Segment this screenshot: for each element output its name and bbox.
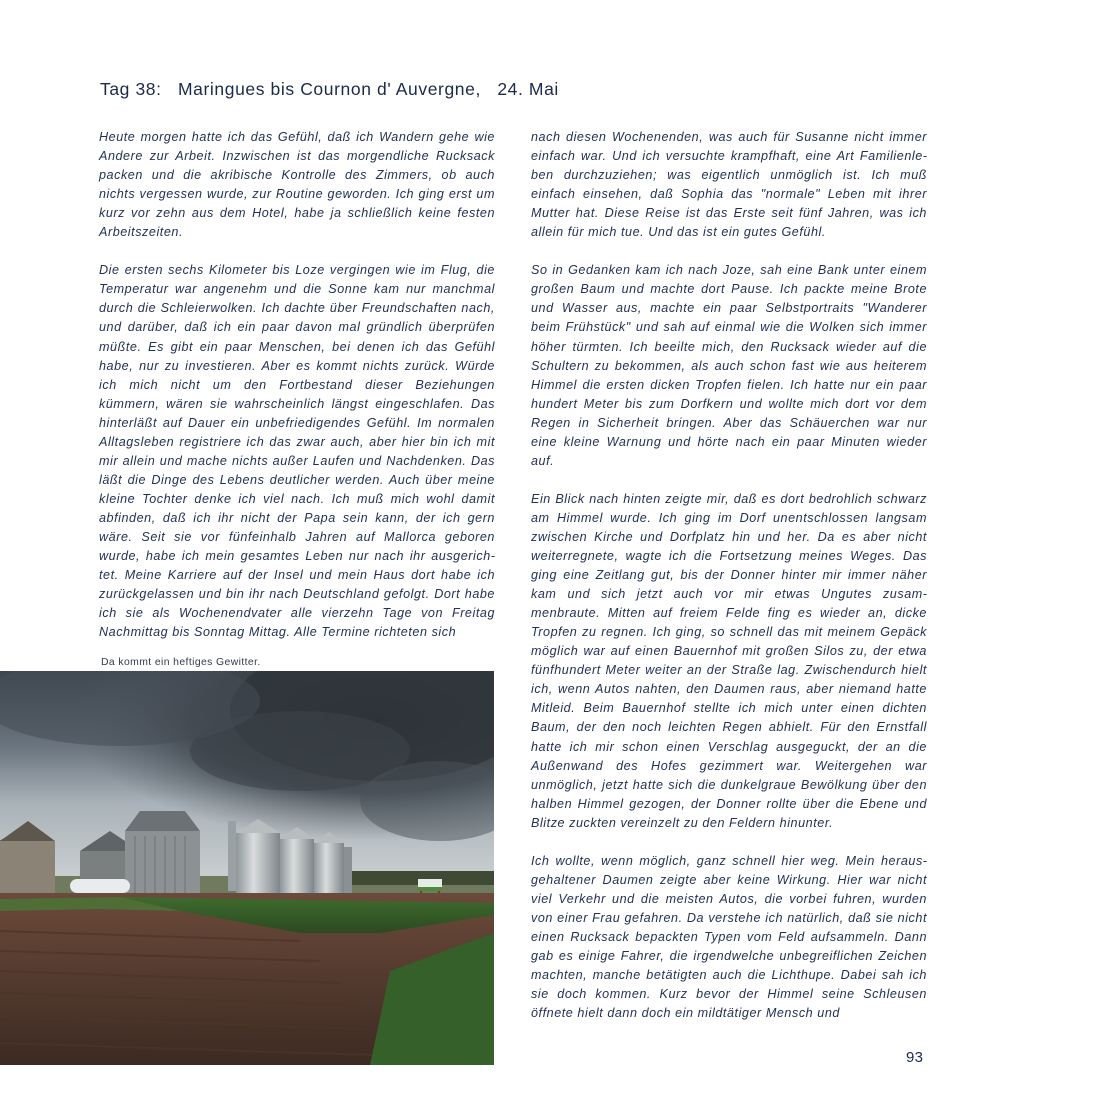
- paragraph: nach diesen Wochenenden, was auch für Susanne nicht immer einfach war. Und ich versuchte krampfhaft, eine Art Familienleben durchzuziehen; was eigentlich unmöglich ist. Ich muß einfach einsehen, daß Sophia das "normale" Leben mit ihrer Mutter hat. Diese Reise ist das Erste seit fünf Jahren, was ich allein für mich tue. Und das ist ein gutes Gefühl.: [531, 130, 927, 240]
- page-title: Tag 38: Maringues bis Cournon d' Auvergne, 24. Mai: [100, 79, 559, 99]
- paragraph: Heute morgen hatte ich das Gefühl, daß ich Wandern gehe wie Andere zur Arbeit. Inzwischen ist das morgendliche Rucksack packen und die akribische Kontrolle des Zimmers, ob auch nichts vergessen wurde, zur Routine geworden. Ich ging erst um kurz vor zehn aus dem Hotel, habe ja schließlich keine festen Arbeitszeiten.: [99, 130, 495, 240]
- paragraph: Die ersten sechs Kilometer bis Loze vergingen wie im Flug, die Temperatur war angenehm und die Sonne kam nur manchmal durch die Schleierwolken. Ich dachte über Freundschaften nach, und darüber, daß ich ein paar davon mal gründlich überprüfen müßte. Es gibt ein paar Menschen, bei denen ich das Gefühl habe, nur zu investieren. Aber es kommt nichts zurück. Würde ich mich nicht um den Fortbestand dieser Beziehungen kümmern, wären sie wahrscheinlich längst eingeschlafen. Das hinterläßt auf Dauer ein unbefriedigendes Gefühl. Im normalen Alltagsleben registriere ich das zwar auch, aber hier bin ich mit mir allein und mache nichts außer Laufen und Nachdenken. Das läßt die Dinge des Lebens deutlicher werden. Auch über meine kleine Tochter denke ich viel nach. Ich muß mich wohl damit abfinden, daß ich ihr nicht der Papa sein kann, der ich gern wäre. Seit sie vor fünfeinhalb Jahren auf Mallorca geboren wurde, habe ich mein gesamtes Leben nur nach ihr ausgerichtet. Meine Karriere auf der Insel und mein Haus dort habe ich zurückgelassen und bin ihr nach Deutschland gefolgt. Dort habe ich sie als Wochenendvater alle vierzehn Tage von Freitag Nachmittag bis Sonntag Mittag. Alle Termine richteten sich: [99, 263, 495, 640]
- paragraph: So in Gedanken kam ich nach Joze, sah eine Bank unter einem großen Baum und machte dort Pause. Ich packte meine Brote und Wasser aus, machte ein paar Selbstportraits "Wanderer beim Frühstück" und sah auf einmal wie die Wolken sich immer höher türmten. Ich beeilte mich, den Rucksack wieder auf die Schultern zu bekommen, als auch schon fast wie aus heiterem Himmel die ersten dicken Tropfen fielen. Ich hatte nur ein paar hundert Meter bis zum Dorfkern und wollte mich dort vor dem Regen in Sicherheit bringen. Aber das Schäuerchen war nur eine kleine Warnung und hörte nach ein paar Minuten wieder auf.: [531, 263, 927, 468]
- farm-storm-photo: [0, 671, 494, 1065]
- paragraph: Ich wollte, wenn möglich, ganz schnell hier weg. Mein herausgehaltener Daumen zeigte aber keine Wirkung. Hier war nicht viel Verkehr und die meisten Autos, die vorbei fuhren, wurden von einer Frau gefahren. Da verstehe ich natürlich, daß sie nicht einen Rucksack bepackten Typen vom Feld aufsammeln. Dann gab es einige Fahrer, die irgendwelche unbegreiflichen Zeichen machten, manche betätigten auch die Lichthupe. Dabei sah ich sie doch kommen. Kurz bevor der Himmel seine Schleusen öffnete hielt dann doch ein mildtätiger Mensch und: [531, 853, 927, 1021]
- page-number: 93: [906, 1049, 924, 1066]
- right-text-column: [531, 128, 927, 1023]
- left-text-column: [99, 128, 495, 642]
- paragraph: Ein Blick nach hinten zeigte mir, daß es dort bedrohlich schwarz am Himmel wurde. Ich ging im Dorf unentschlossen langsam zwischen Kirche und Dorfplatz hin und her. Da es aber nicht weiterregnete, wagte ich die Fortsetzung meines Weges. Das ging eine Zeitlang gut, bis der Donner hinter mir immer näher kam und sich jetzt auch vor mir etwas Ungutes zusammenbraute. Mitten auf freiem Felde fing es wieder an, dicke Tropfen zu regnen. Ich ging, so schnell das mit meinem Gepäck möglich war auf einen Bauernhof mit großen Silos zu, der etwa fünfhundert Meter weiter an der Straße lag. Zwischendurch hielt ich, wenn Autos nahten, den Daumen raus, aber niemand hatte Mitleid. Beim Bauernhof stellte ich mich unter einen dichten Baum, der den noch leichten Regen abhielt. Für den Ernstfall hatte ich mir schon einen Verschlag ausgeguckt, der an die Außenwand des Hofes gezimmert war. Weitergehen war unmöglich, jetzt hatte sich die dunkelgraue Bewölkung über den halben Himmel gezogen, der Donner rollte über die Ebene und Blitze zuckten vereinzelt zu den Feldern hinunter.: [531, 491, 927, 830]
- photo-caption: Da kommt ein heftiges Gewitter.: [101, 657, 261, 668]
